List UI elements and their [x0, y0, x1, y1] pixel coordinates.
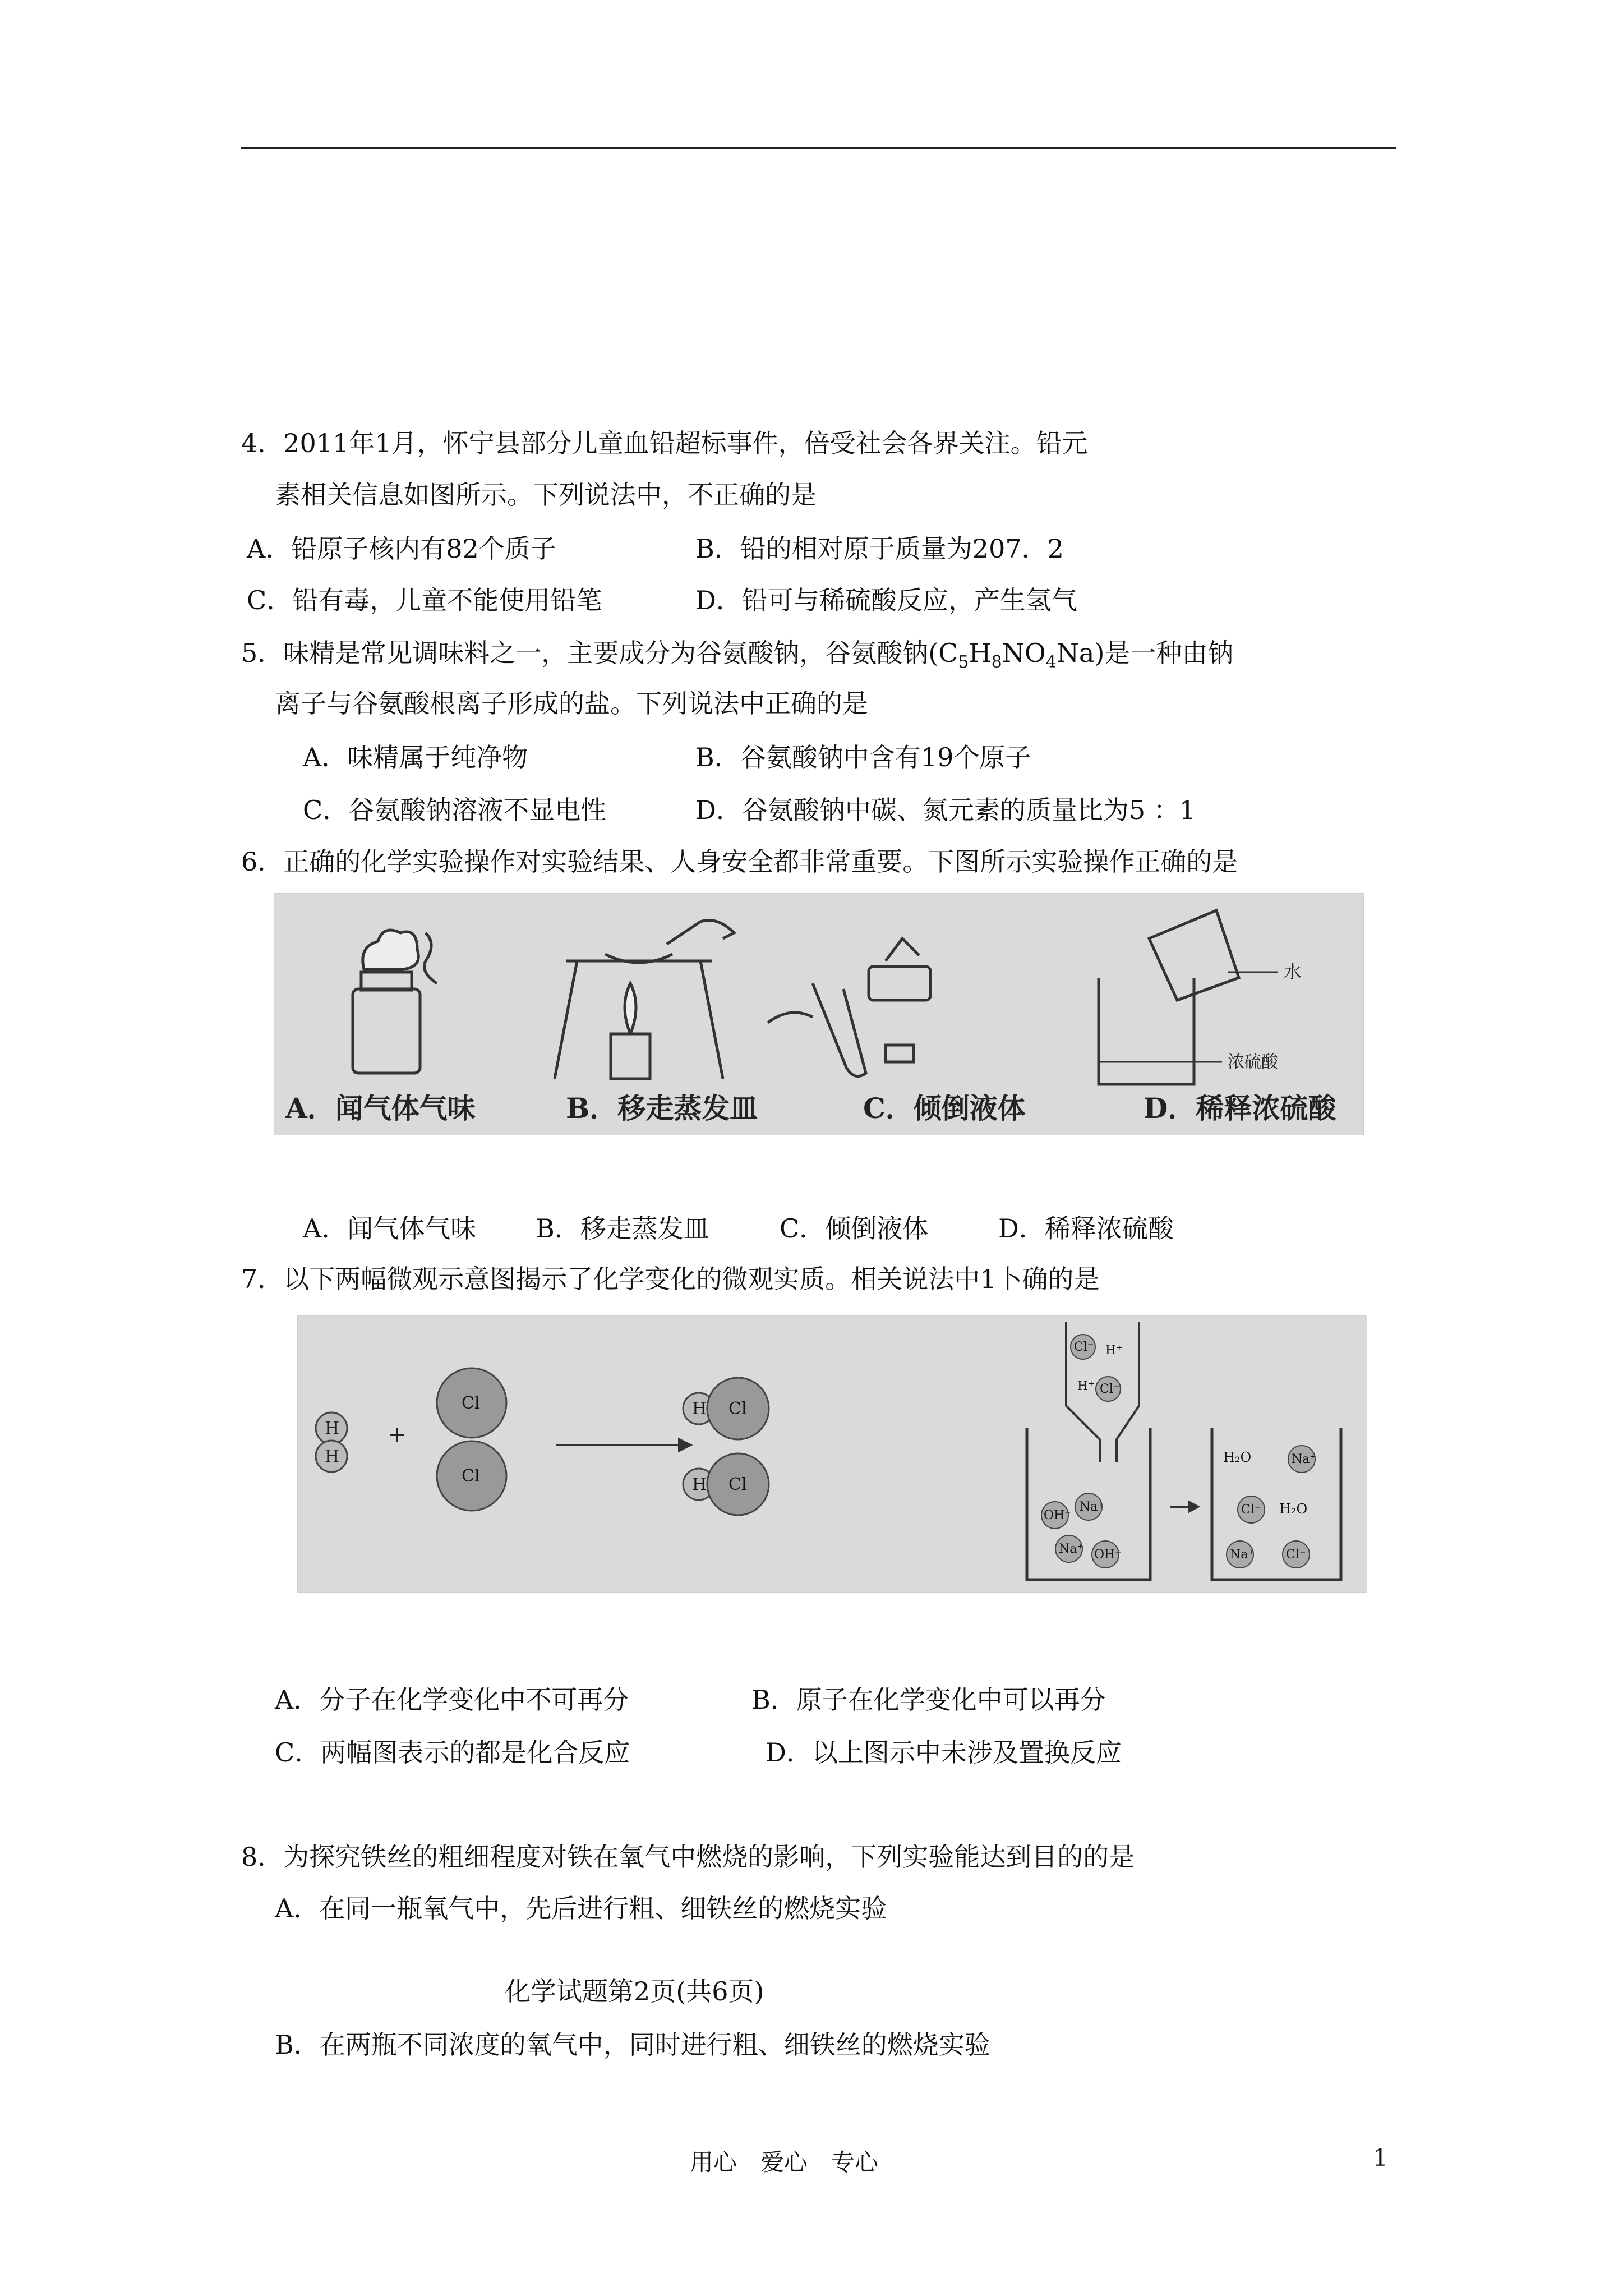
q7-option-b: B．原子在化学变化中可以再分 — [751, 1685, 1106, 1715]
footer-motto: 用心 爱心 专心 — [690, 2148, 879, 2176]
cl-atom-label-2: Cl — [462, 1466, 480, 1486]
header-rule — [241, 147, 1396, 149]
q7-option-c: C．两幅图表示的都是化合反应 — [275, 1737, 630, 1768]
q5-option-a: A．味精属于纯净物 — [303, 742, 528, 772]
fig-label-a: A．闻气体气味 — [285, 1092, 476, 1125]
q4-option-c: C．铅有毒，儿童不能使用铅笔 — [247, 585, 602, 615]
q8-stem: 8．为探究铁丝的粗细程度对铁在氧气中燃烧的影响，下列实验能达到目的的是 — [241, 1842, 1135, 1872]
q5-formula-no: NO — [1002, 638, 1046, 668]
funnel-cl-ion-2: Cl⁻ — [1100, 1382, 1120, 1396]
beaker2-cl-ion-1: Cl⁻ — [1241, 1503, 1261, 1517]
beaker1-na-ion-2: Na⁺ — [1059, 1542, 1083, 1556]
funnel-h-ion-1: H⁺ — [1105, 1343, 1123, 1358]
q8-option-b: B．在两瓶不同浓度的氧气中，同时进行粗、细铁丝的燃烧实验 — [275, 2030, 990, 2060]
micro-reaction-figure — [297, 1315, 1367, 1593]
q5-stem-line2: 离子与谷氨酸根离子形成的盐。下列说法中正确的是 — [275, 688, 868, 719]
q8-page-note: 化学试题第2页(共6页) — [505, 1976, 764, 2007]
q6-stem: 6．正确的化学实验操作对实验结果、人身安全都非常重要。下图所示实验操作正确的是 — [241, 846, 1238, 877]
beaker2-h2o-1: H₂O — [1223, 1450, 1252, 1465]
q5-option-d: D．谷氨酸钠中碳、氮元素的质量比为5 ：1 — [695, 795, 1196, 825]
q6-option-a: A．闻气体气味 — [303, 1213, 477, 1244]
beaker2-na-ion-1: Na⁺ — [1292, 1452, 1316, 1466]
q7-stem: 7．以下两幅微观示意图揭示了化学变化的微观实质。相关说法中1卜确的是 — [241, 1264, 1100, 1294]
hcl1-cl-label: Cl — [728, 1399, 747, 1419]
q6-option-c: C．倾倒液体 — [780, 1213, 929, 1244]
beaker1-oh-ion-1: OH⁻ — [1044, 1508, 1071, 1522]
q4-option-d: D．铅可与稀硫酸反应，产生氢气 — [695, 585, 1077, 615]
q6-option-b: B．移走蒸发皿 — [536, 1213, 709, 1244]
q5-option-b: B．谷氨酸钠中含有19个原子 — [695, 742, 1031, 772]
q4-stem-line2: 素相关信息如图所示。下列说法中，不正确的是 — [275, 480, 817, 510]
page-number: 1 — [1373, 2144, 1388, 2171]
h-atom-label-2: H — [325, 1447, 340, 1466]
cl-atom-label-1: Cl — [462, 1393, 480, 1413]
fig-label-b: B．移走蒸发皿 — [566, 1092, 758, 1125]
q5-formula-na: Na — [1056, 638, 1095, 668]
q7-option-a: A．分子在化学变化中不可再分 — [275, 1685, 629, 1715]
funnel-h-ion-2: H⁺ — [1077, 1379, 1095, 1393]
q5-stem-line1 — [241, 636, 1233, 679]
fig-water-label: 水 — [1284, 961, 1302, 982]
q5-formula-sub-h: 8 — [991, 652, 1002, 673]
lab-operations-drawing — [274, 894, 1363, 1135]
h-atom-label-1: H — [325, 1419, 340, 1438]
hcl2-cl-label: Cl — [728, 1475, 747, 1494]
beaker2-h2o-2: H₂O — [1279, 1501, 1308, 1517]
beaker2-na-ion-2: Na⁺ — [1230, 1548, 1255, 1562]
q5-stem-post: )是一种由钠 — [1094, 638, 1234, 668]
q4-option-b: B．铅的相对原于质量为207．2 — [695, 533, 1064, 564]
micro-reaction-drawing — [298, 1316, 1367, 1592]
q6-option-d: D．稀释浓硫酸 — [998, 1213, 1174, 1244]
q5-formula-sub-o: 4 — [1045, 652, 1057, 673]
funnel-cl-ion-1: Cl⁻ — [1074, 1340, 1094, 1354]
fig-acid-label: 浓硫酸 — [1228, 1052, 1278, 1072]
q5-formula-h: H — [969, 638, 992, 668]
q8-option-a: A．在同一瓶氧气中，先后进行粗、细铁丝的燃烧实验 — [275, 1893, 887, 1924]
beaker2-cl-ion-2: Cl⁻ — [1286, 1548, 1306, 1562]
q5-formula-sub-c: 5 — [958, 652, 969, 673]
fig-label-d: D．稀释浓硫酸 — [1144, 1092, 1336, 1125]
q7-option-d: D．以上图示中未涉及置换反应 — [766, 1737, 1122, 1768]
beaker1-na-ion-1: Na⁺ — [1080, 1500, 1104, 1514]
beaker1-oh-ion-2: OH⁻ — [1094, 1548, 1122, 1562]
lab-operations-figure — [274, 893, 1364, 1135]
fig-label-c: C．倾倒液体 — [863, 1092, 1026, 1125]
q4-stem-line1: 4．2011年1月，怀宁县部分儿童血铅超标事件，倍受社会各界关注。铅元 — [241, 428, 1088, 458]
plus-sign: + — [388, 1422, 407, 1448]
q5-stem-pre: 5．味精是常见调味料之一，主要成分为谷氨酸钠，谷氨酸钠(C — [241, 638, 958, 668]
hcl2-h-label: H — [692, 1475, 707, 1494]
q5-option-c: C．谷氨酸钠溶液不显电性 — [303, 795, 607, 825]
hcl1-h-label: H — [692, 1399, 707, 1419]
q4-option-a: A．铅原子核内有82个质子 — [247, 533, 556, 564]
